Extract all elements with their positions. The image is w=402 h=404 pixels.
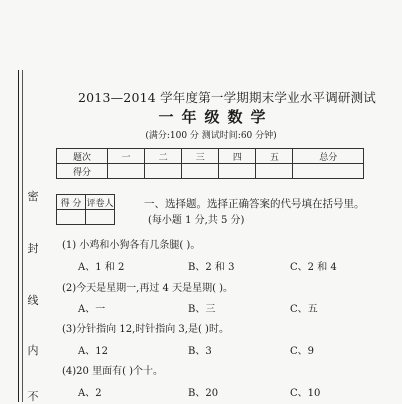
score-cell: 二 <box>145 149 182 164</box>
score-cell: 总分 <box>293 149 364 164</box>
score-input-cell[interactable] <box>182 164 219 179</box>
option-1c: C、2 和 4 <box>290 262 337 273</box>
option-3a: A、12 <box>78 346 108 357</box>
option-2c: C、五 <box>290 304 318 315</box>
option-3c: C、9 <box>290 346 315 357</box>
question-3: (3)分针指向 12,时针指向 3,是( )时。 <box>62 324 229 335</box>
score-input-cell[interactable] <box>293 164 364 179</box>
score-input-cell[interactable] <box>219 164 256 179</box>
grader-name-input[interactable] <box>86 210 115 225</box>
score-input-cell[interactable] <box>256 164 293 179</box>
seal-char-4: 内 <box>27 344 39 357</box>
option-3b: B、3 <box>188 346 212 357</box>
exam-meta: (满分:100 分 测试时间:60 分钟) <box>145 131 277 141</box>
option-4c: C、10 <box>290 388 321 399</box>
option-4a: A、2 <box>78 388 102 399</box>
question-2: (2)今天是星期一,再过 4 天是星期( )。 <box>62 283 234 294</box>
option-1b: B、2 和 3 <box>188 262 235 273</box>
grader-name-label: 评卷人 <box>86 195 115 210</box>
seal-char-1: 密 <box>27 190 39 203</box>
score-cell: 三 <box>182 149 219 164</box>
grader-box <box>56 194 115 225</box>
seal-char-5: 不 <box>27 390 39 403</box>
score-table <box>56 148 364 179</box>
section-title: 一、选择题。选择正确答案的代号填在括号里。 <box>144 198 365 210</box>
option-4b: B、20 <box>188 388 219 399</box>
exam-subject: 一年级数学 <box>158 108 274 126</box>
exam-title: 2013—2014 学年度第一学期期末学业水平调研测试 <box>78 90 376 105</box>
score-input-cell[interactable] <box>145 164 182 179</box>
section-note: (每小题 1 分,共 5 分) <box>148 215 245 226</box>
seal-char-3: 线 <box>27 294 39 307</box>
score-cell: 题次 <box>57 149 108 164</box>
option-1a: A、1 和 2 <box>78 262 125 273</box>
score-cell: 得分 <box>57 164 108 179</box>
seal-char-2: 封 <box>27 242 39 255</box>
grader-score-input[interactable] <box>57 210 86 225</box>
question-4: (4)20 里面有( )个十。 <box>62 366 164 377</box>
question-1: (1) 小鸡和小狗各有几条腿( )。 <box>62 240 201 251</box>
score-cell: 一 <box>108 149 145 164</box>
grader-score-label: 得 分 <box>57 195 86 210</box>
score-cell: 五 <box>256 149 293 164</box>
score-cell: 四 <box>219 149 256 164</box>
score-input-cell[interactable] <box>108 164 145 179</box>
score-table-header-row <box>57 149 364 164</box>
option-2b: B、三 <box>188 304 216 315</box>
option-2a: A、一 <box>78 304 106 315</box>
score-table-score-row <box>57 164 364 179</box>
